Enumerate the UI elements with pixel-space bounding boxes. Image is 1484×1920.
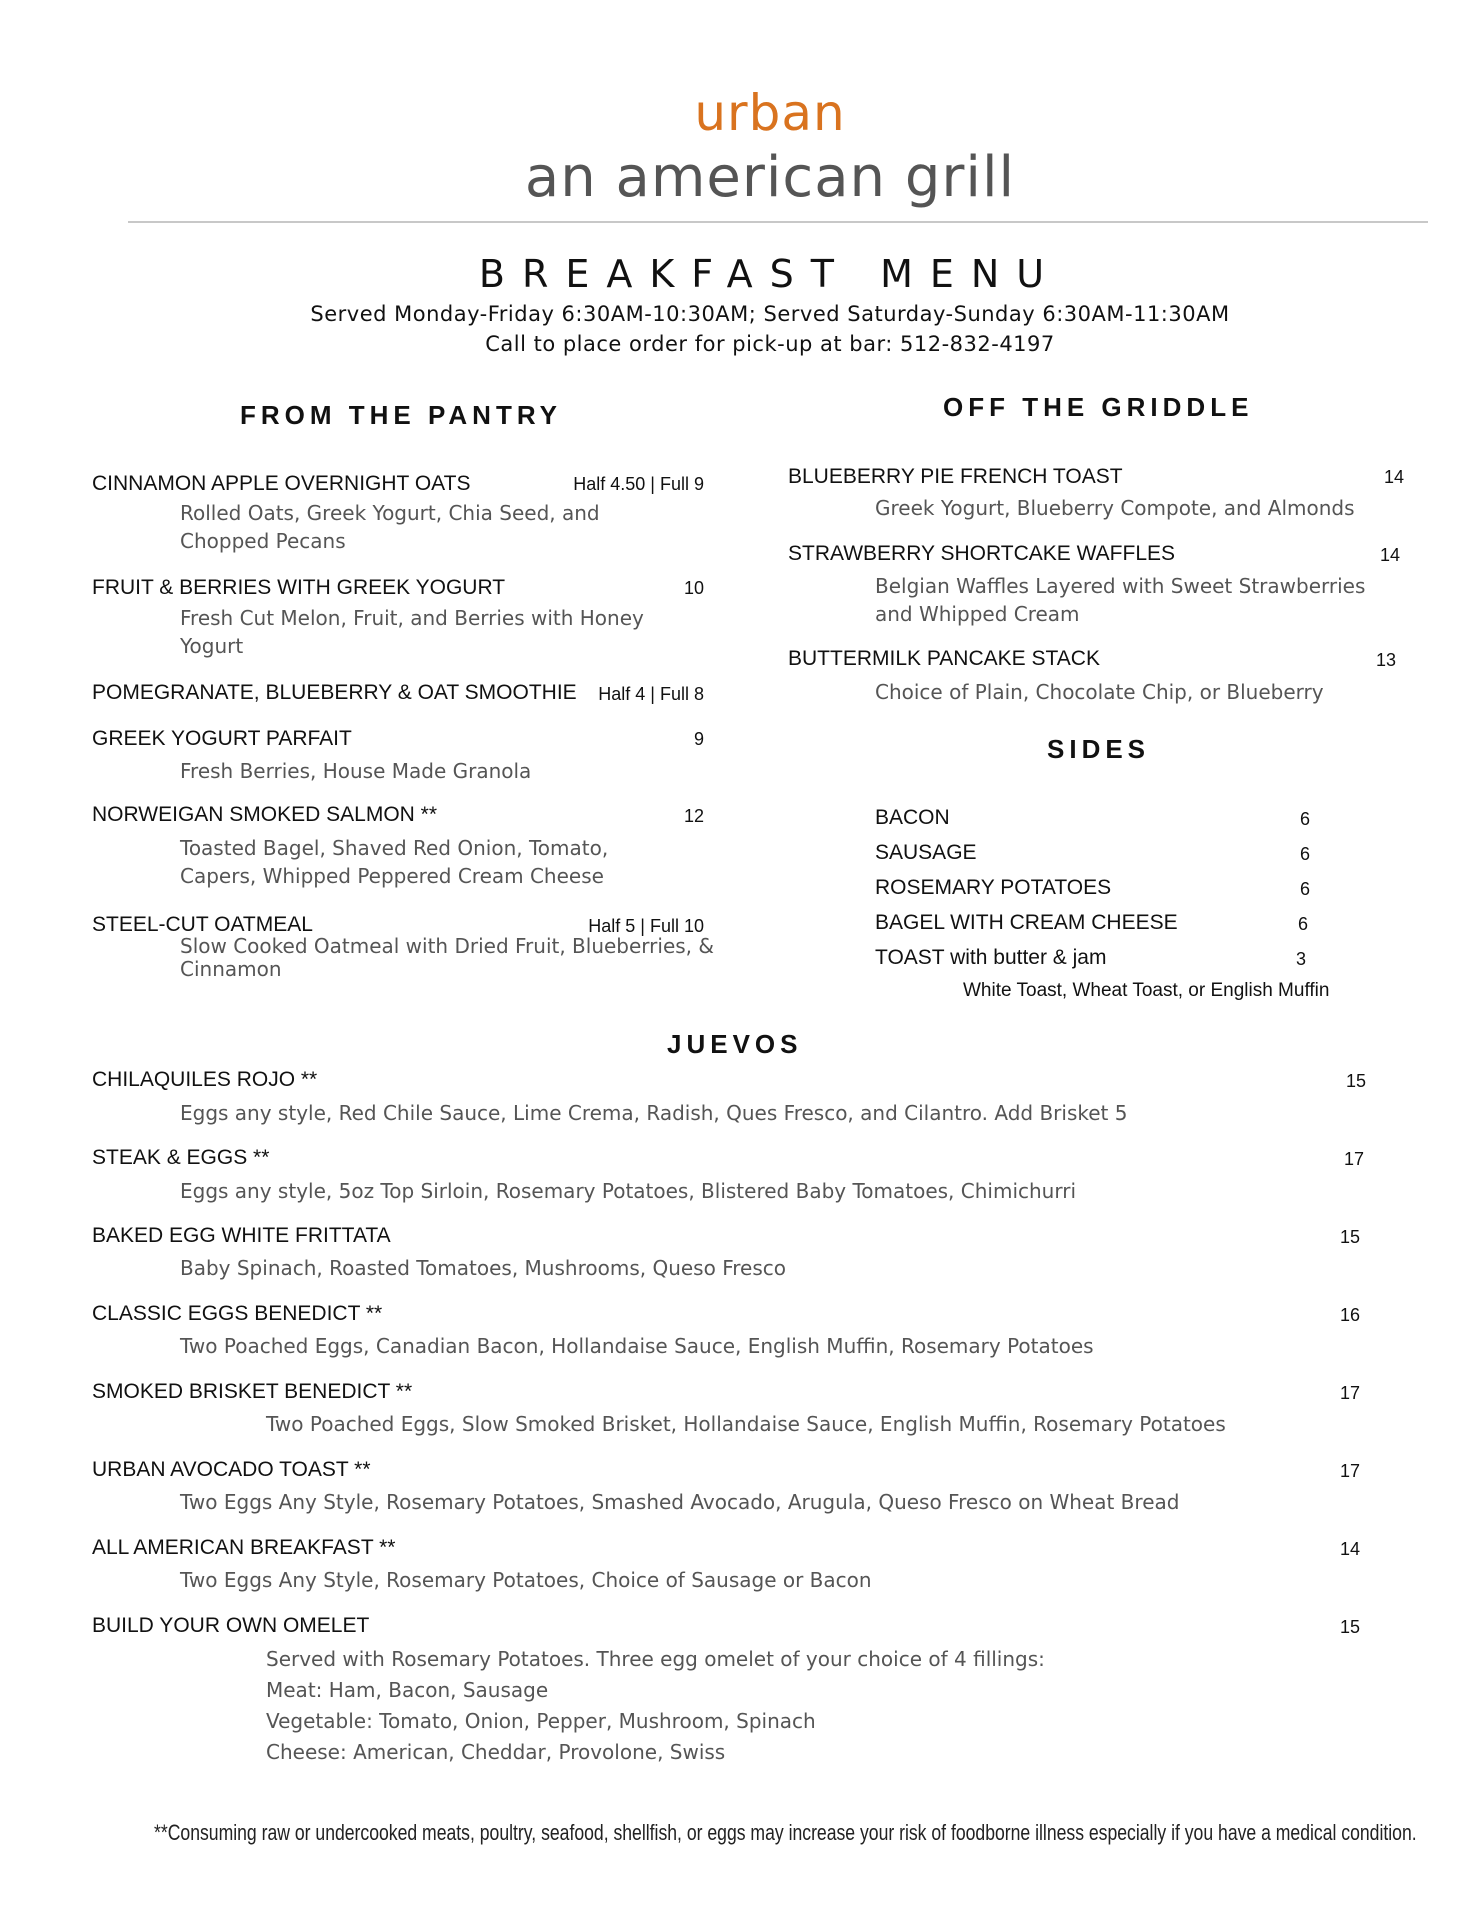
menu-item-name: URBAN AVOCADO TOAST ** [92, 1458, 371, 1481]
menu-item-price: Half 4.50 | Full 9 [573, 474, 704, 494]
menu-item-name: CLASSIC EGGS BENEDICT ** [92, 1302, 383, 1325]
menu-item-price: 16 [1339, 1305, 1360, 1325]
menu-item-name: BLUEBERRY PIE FRENCH TOAST [788, 465, 1123, 488]
header-divider [128, 221, 1428, 223]
menu-item-description: Toasted Bagel, Shaved Red Onion, Tomato, Capers, Whipped Peppered Cream Cheese [180, 836, 609, 888]
side-item-name: TOAST with butter & jam [875, 946, 1107, 969]
menu-item-name: NORWEIGAN SMOKED SALMON ** [92, 803, 438, 826]
menu-item-name: SMOKED BRISKET BENEDICT ** [92, 1380, 413, 1403]
menu-item-name: CINNAMON APPLE OVERNIGHT OATS [92, 472, 471, 495]
side-item-name: ROSEMARY POTATOES [875, 876, 1112, 899]
side-item-name: BACON [875, 806, 950, 829]
menu-item-price: 15 [1339, 1617, 1360, 1637]
section-title-sides: SIDES [1047, 734, 1151, 764]
menu-item-price: 15 [1345, 1071, 1366, 1091]
menu-item-price: 17 [1339, 1461, 1360, 1481]
side-item-price: 3 [1295, 949, 1306, 969]
page-title: BREAKFAST MENU [478, 252, 1062, 296]
menu-item-price: 15 [1339, 1227, 1360, 1247]
menu-item-name: CHILAQUILES ROJO ** [92, 1068, 318, 1091]
menu-item-description: Choice of Plain, Chocolate Chip, or Blueberry [875, 680, 1324, 704]
menu-item-description: Greek Yogurt, Blueberry Compote, and Almonds [875, 496, 1355, 520]
logo-tagline: an american grill [524, 145, 1016, 210]
menu-item-price: 9 [693, 729, 704, 749]
omelet-meat-options: Meat: Ham, Bacon, Sausage [266, 1678, 549, 1702]
side-item-name: SAUSAGE [875, 841, 977, 864]
menu-item-price: 10 [683, 578, 704, 598]
menu-item-price: 14 [1339, 1539, 1360, 1559]
side-item-price: 6 [1299, 879, 1310, 899]
menu-item-description: Two Poached Eggs, Slow Smoked Brisket, Hollandaise Sauce, English Muffin, Rosemary Potatoes [266, 1412, 1226, 1436]
foodborne-illness-disclaimer: **Consuming raw or undercooked meats, poultry, seafood, shellfish, or eggs may increase your risk of foodborne illness especially if you have a medical condition. [154, 1820, 1417, 1845]
menu-item-name: GREEK YOGURT PARFAIT [92, 727, 352, 750]
menu-item-description: Two Eggs Any Style, Rosemary Potatoes, Choice of Sausage or Bacon [180, 1568, 872, 1592]
section-title-pantry: FROM THE PANTRY [240, 400, 562, 430]
menu-item-description: Slow Cooked Oatmeal with Dried Fruit, Blueberries, & Cinnamon [180, 934, 714, 981]
section-title-juevos: JUEVOS [667, 1029, 803, 1059]
menu-item-name: POMEGRANATE, BLUEBERRY & OAT SMOOTHIE [92, 681, 577, 704]
menu-item-price: 17 [1339, 1383, 1360, 1403]
menu-item-description: Belgian Waffles Layered with Sweet Strawberries and Whipped Cream [875, 574, 1366, 626]
side-item-price: 6 [1299, 844, 1310, 864]
menu-item-description: Rolled Oats, Greek Yogurt, Chia Seed, and Chopped Pecans [180, 501, 600, 553]
menu-item-description: Eggs any style, Red Chile Sauce, Lime Crema, Radish, Ques Fresco, and Cilantro. Add Brisket 5 [180, 1101, 1128, 1125]
menu-item-name: BUTTERMILK PANCAKE STACK [788, 647, 1100, 670]
menu-item-description: Fresh Cut Melon, Fruit, and Berries with Honey Yogurt [180, 606, 644, 658]
service-hours: Served Monday-Friday 6:30AM-10:30AM; Served Saturday-Sunday 6:30AM-11:30AM [310, 302, 1230, 326]
order-phone: Call to place order for pick-up at bar: 512-832-4197 [485, 332, 1055, 356]
menu-item-name: BUILD YOUR OWN OMELET [92, 1614, 370, 1637]
menu-item-price: 14 [1379, 545, 1400, 565]
omelet-cheese-options: Cheese: American, Cheddar, Provolone, Swiss [266, 1740, 726, 1764]
logo-urban: urban [694, 84, 846, 142]
side-item-price: 6 [1297, 914, 1308, 934]
menu-item-name: STEAK & EGGS ** [92, 1146, 270, 1169]
omelet-vegetable-options: Vegetable: Tomato, Onion, Pepper, Mushroom, Spinach [266, 1709, 816, 1733]
menu-item-name: STEEL-CUT OATMEAL [92, 913, 313, 936]
omelet-description [266, 1644, 1366, 1768]
menu-item-description: Two Poached Eggs, Canadian Bacon, Hollandaise Sauce, English Muffin, Rosemary Potatoes [180, 1334, 1094, 1358]
menu-item-description: Fresh Berries, House Made Granola [180, 759, 532, 783]
menu-item-description: Eggs any style, 5oz Top Sirloin, Rosemary Potatoes, Blistered Baby Tomatoes, Chimichurri [180, 1179, 1077, 1203]
menu-item-name: FRUIT & BERRIES WITH GREEK YOGURT [92, 576, 506, 599]
menu-item-price: Half 5 | Full 10 [588, 916, 704, 936]
section-title-griddle: OFF THE GRIDDLE [943, 392, 1254, 422]
menu-item-name: ALL AMERICAN BREAKFAST ** [92, 1536, 396, 1559]
menu-item-name: BAKED EGG WHITE FRITTATA [92, 1224, 391, 1247]
toast-options-note: White Toast, Wheat Toast, or English Muffin [963, 980, 1330, 1001]
menu-item-price: Half 4 | Full 8 [598, 684, 704, 704]
menu-item-price: 14 [1383, 467, 1404, 487]
omelet-intro: Served with Rosemary Potatoes. Three egg omelet of your choice of 4 fillings: [266, 1647, 1045, 1671]
menu-item-description: Two Eggs Any Style, Rosemary Potatoes, Smashed Avocado, Arugula, Queso Fresco on Wheat Bread [180, 1490, 1180, 1514]
side-item-name: BAGEL WITH CREAM CHEESE [875, 911, 1178, 934]
menu-item-price: 17 [1343, 1149, 1364, 1169]
menu-item-description: Baby Spinach, Roasted Tomatoes, Mushrooms, Queso Fresco [180, 1256, 786, 1280]
menu-item-name: STRAWBERRY SHORTCAKE WAFFLES [788, 542, 1176, 565]
menu-item-price: 13 [1375, 650, 1396, 670]
menu-item-price: 12 [683, 806, 704, 826]
side-item-price: 6 [1299, 809, 1310, 829]
